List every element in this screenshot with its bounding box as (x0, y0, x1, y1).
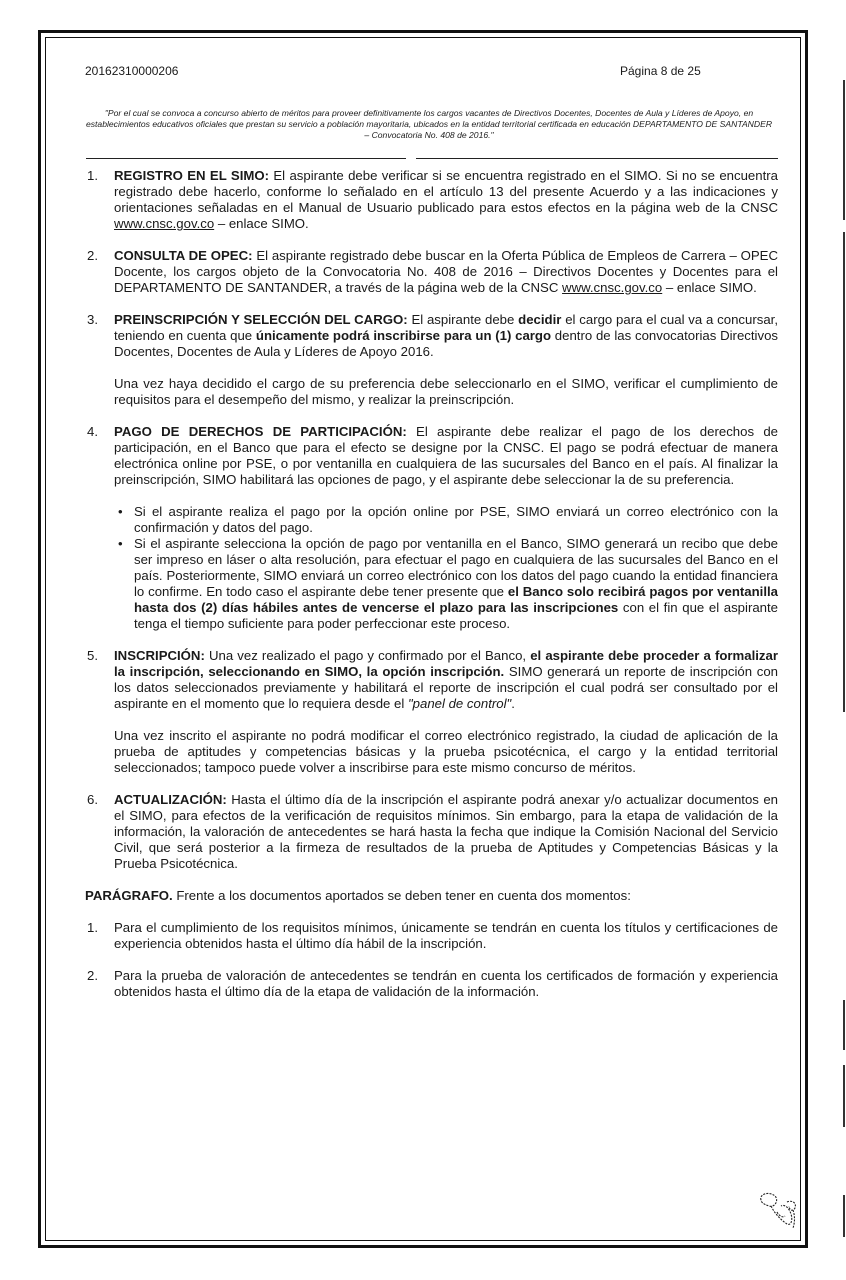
step-paragraph: Una vez inscrito el aspirante no podrá modificar el correo electrónico registrado, la ciudad de aplicación de la prueba de aptitudes y competencias básicas y la prueba psicotécnica, el cargo y la entidad territorial seleccionados; tampoco puede volver a inscribirse para este mismo concurso de méritos. (114, 728, 778, 775)
paragrafo: PARÁGRAFO. Frente a los documentos aportados se deben tener en cuenta dos momentos: (85, 888, 631, 903)
step-inscripcion (86, 648, 778, 776)
header-rule-right (416, 158, 778, 159)
payment-options-list (114, 504, 778, 632)
step-title: PAGO DE DERECHOS DE PARTICIPACIÓN: (114, 424, 407, 439)
cnsc-link[interactable]: www.cnsc.gov.co (114, 216, 215, 231)
step-pago (86, 424, 778, 632)
page-number: Página 8 de 25 (620, 64, 701, 78)
step-text: CONSULTA DE OPEC: El aspirante registrado debe buscar en la Oferta Pública de Empleos de Carrera – OPEC Docente, los cargos objeto de la Convocatoria No. 408 de 2016 – Directivos Docentes y Docentes para el DEPARTAMENTO DE SANTANDER, a través de la página web de la CNSC www.cnsc.gov.co – enlace SIMO. (114, 248, 778, 295)
step-number: 2. (87, 248, 98, 263)
document-body (86, 168, 778, 1016)
step-consulta-opec (86, 248, 778, 296)
step-text: ACTUALIZACIÓN: Hasta el último día de la inscripción el aspirante podrá anexar y/o actualizar documentos en el SIMO, para efectos de la verificación de requisitos mínimos. Sin embargo, para la etapa de validación de la información, la valoración de antecedentes se hará hasta la fecha que indique la Comisión Nacional del Servicio Civil, que será posterior a la firmeza de resultados de la prueba de Aptitudes y Competencias Básicas y la Prueba Psicotécnica. (114, 792, 778, 871)
step-number: 5. (87, 648, 98, 663)
step-number: 6. (87, 792, 98, 807)
step-preinscripcion (86, 312, 778, 408)
margin-mark (843, 1000, 845, 1050)
item-number: 1. (87, 920, 98, 935)
step-text: REGISTRO EN EL SIMO: El aspirante debe verificar si se encuentra registrado en el SIMO. Si no se encuentra registrado debe hacerlo, conforme lo señalado en el artículo 13 del presente Acuerdo y a las indicaciones y orientaciones señaladas en el Manual de Usuario publicado para estos efectos en la página web de la CNSC www.cnsc.gov.co – enlace SIMO. (114, 168, 778, 231)
step-title: CONSULTA DE OPEC: (114, 248, 253, 263)
document-subtitle: "Por el cual se convoca a concurso abierto de méritos para proveer definitivamente los cargos vacantes de Directivos Docentes, Docentes de Aula y Líderes de Apoyo, en establecimientos educativos oficiales que prestan su servicio a población mayoritaria, ubicados en la entidad territorial certificada en educación DEPARTAMENTO DE SANTANDER – Convocatoria No. 408 de 2016." (85, 108, 773, 140)
list-item: • Si el aspirante realiza el pago por la opción online por PSE, SIMO enviará un correo electrónico con la confirmación y datos del pago. (118, 504, 778, 535)
bullet-icon: • (118, 536, 123, 551)
step-actualizacion (86, 792, 778, 872)
list-item: • Si el aspirante selecciona la opción de pago por ventanilla en el Banco, SIMO generará un recibo que debe ser impreso en láser o alta resolución, para efectuar el pago en cualquiera de las sucursales del Banco en el país. Posteriormente, SIMO enviará un correo electrónico con los datos del pago cuando la entidad financiera lo confirme. En todo caso el aspirante debe tener presente que el Banco solo recibirá pagos por ventanilla hasta dos (2) días hábiles antes de vencerse el plazo para las inscripciones con el fin que el aspirante tenga el tiempo suficiente para poder perfeccionar este proceso. (118, 536, 778, 631)
step-title: REGISTRO EN EL SIMO: (114, 168, 269, 183)
paragrafo-item: 1. Para el cumplimiento de los requisitos mínimos, únicamente se tendrán en cuenta los títulos y certificaciones de experiencia obtenidos hasta el último día hábil de la inscripción. (87, 920, 778, 951)
item-number: 2. (87, 968, 98, 983)
step-number: 3. (87, 312, 98, 327)
step-text: INSCRIPCIÓN: Una vez realizado el pago y confirmado por el Banco, el aspirante debe proceder a formalizar la inscripción, seleccionando en SIMO, la opción inscripción. SIMO generará un reporte de inscripción con los datos seleccionados previamente y habilitará el reporte de inscripción el cual podrá ser consultado por el aspirante en el momento que lo requiera desde el "panel de control". (114, 648, 778, 711)
bullet-icon: • (118, 504, 123, 519)
step-title: ACTUALIZACIÓN: (114, 792, 227, 807)
step-title: INSCRIPCIÓN: (114, 648, 205, 663)
margin-mark (843, 1065, 845, 1127)
paragrafo-item: 2. Para la prueba de valoración de antecedentes se tendrán en cuenta los certificados de formación y experiencia obtenidos hasta el último día de la etapa de validación de la información. (87, 968, 778, 999)
margin-mark (843, 1195, 845, 1237)
step-paragraph: Una vez haya decidido el cargo de su preferencia debe seleccionarlo en el SIMO, verificar el cumplimiento de requisitos para el desempeño del mismo, y realizar la preinscripción. (114, 376, 778, 407)
margin-mark (843, 80, 845, 220)
step-title: PREINSCRIPCIÓN Y SELECCIÓN DEL CARGO: (114, 312, 408, 327)
paragrafo-title: PARÁGRAFO. (85, 888, 173, 903)
header-rule-left (86, 158, 406, 159)
step-registro (86, 168, 778, 232)
step-number: 1. (87, 168, 98, 183)
document-id: 20162310000206 (85, 64, 179, 78)
step-text: PAGO DE DERECHOS DE PARTICIPACIÓN: El aspirante debe realizar el pago de los derechos de participación, en el Banco que para el efecto se designe por la CNSC. El pago se podrá efectuar de manera electrónica online por PSE, o por ventanilla en cualquiera de las sucursales del Banco en el país. Al finalizar la preinscripción, SIMO habilitará las opciones de pago, y el aspirante debe seleccionar la de su preferencia. (114, 424, 778, 487)
step-text: PREINSCRIPCIÓN Y SELECCIÓN DEL CARGO: El aspirante debe decidir el cargo para el cual va a concursar, teniendo en cuenta que únicamente podrá inscribirse para un (1) cargo dentro de las convocatorias Directivos Docentes, Docentes de Aula y Líderes de Apoyo 2016. (114, 312, 778, 359)
cnsc-link[interactable]: www.cnsc.gov.co (562, 280, 663, 295)
margin-mark (843, 232, 845, 712)
step-number: 4. (87, 424, 98, 439)
initials-signature-icon (757, 1190, 803, 1232)
